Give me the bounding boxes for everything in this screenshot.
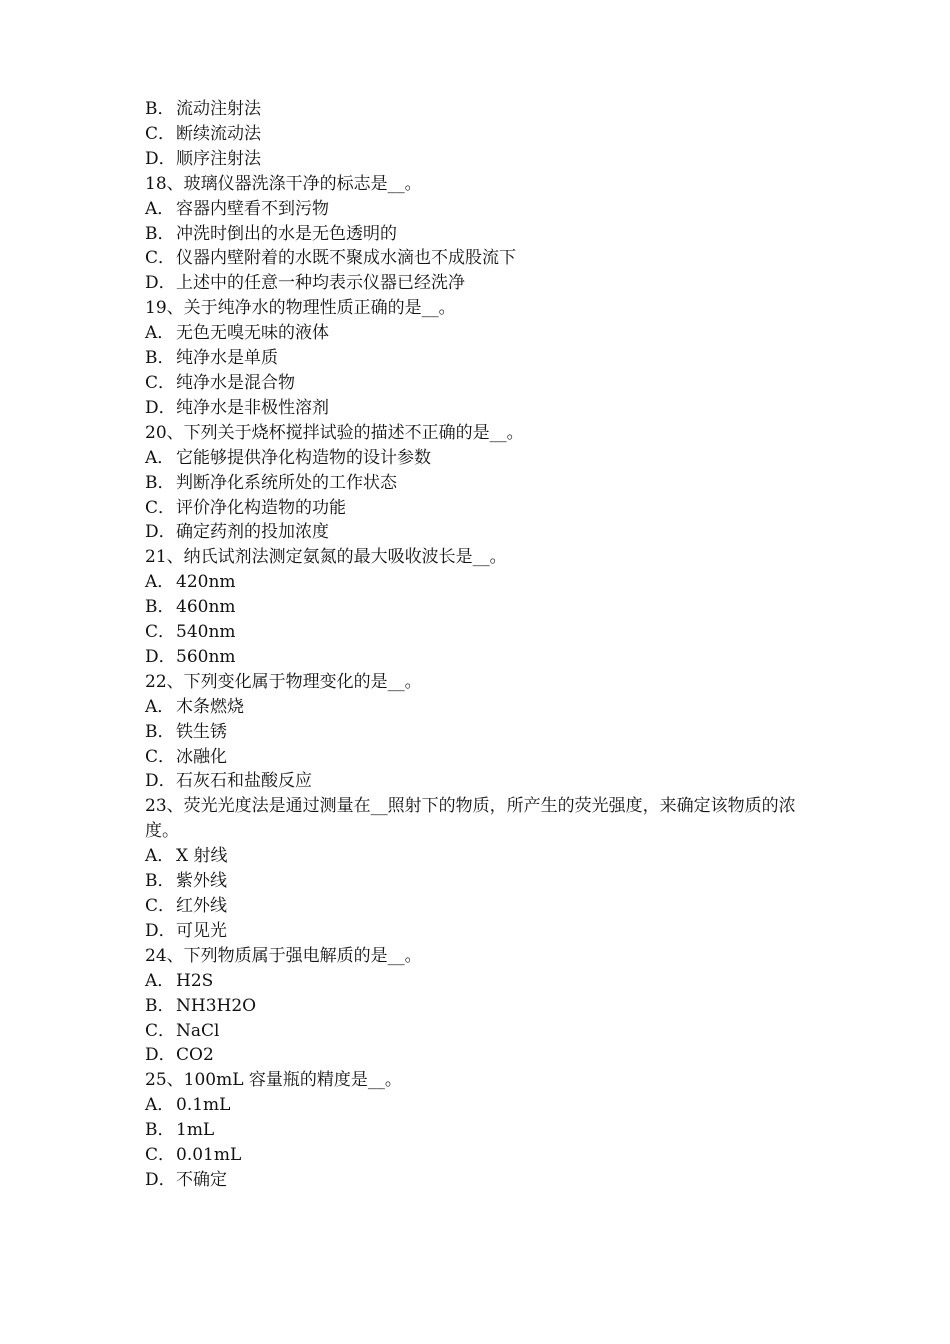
- option-letter: A．: [145, 1095, 175, 1116]
- option-letter: C．: [145, 622, 176, 643]
- option-text: NH3H2O: [176, 995, 257, 1016]
- option-letter: C．: [145, 746, 176, 767]
- option-text: 无色无嗅无味的液体: [176, 323, 329, 344]
- option-text: 冲洗时倒出的水是无色透明的: [176, 223, 397, 244]
- option-letter: B．: [145, 995, 175, 1016]
- option-text: 不确定: [176, 1169, 227, 1190]
- option-letter: B．: [145, 348, 175, 369]
- answer-option: [145, 1118, 825, 1143]
- question-text: 18、玻璃仪器洗涤干净的标志是__。: [145, 173, 422, 194]
- answer-option: [145, 97, 825, 122]
- answer-option: [145, 1168, 825, 1193]
- question-text: 24、下列物质属于强电解质的是__。: [145, 945, 422, 966]
- option-letter: A．: [145, 696, 175, 717]
- option-text: 仪器内壁附着的水既不聚成水滴也不成股流下: [176, 248, 516, 269]
- option-letter: A．: [145, 970, 175, 991]
- question-text: 22、下列变化属于物理变化的是__。: [145, 671, 422, 692]
- option-text: 0.01mL: [176, 1145, 242, 1166]
- answer-option: [145, 147, 825, 172]
- option-letter: C．: [145, 248, 176, 269]
- option-text: 木条燃烧: [176, 696, 244, 717]
- option-letter: A．: [145, 572, 175, 593]
- answer-option: [145, 1093, 825, 1118]
- answer-option: [145, 222, 825, 247]
- option-text: 540nm: [176, 622, 236, 643]
- question-text: 20、下列关于烧杯搅拌试验的描述不正确的是__。: [145, 422, 524, 443]
- option-text: 420nm: [176, 572, 236, 593]
- answer-option: [145, 122, 825, 147]
- option-text: 纯净水是混合物: [176, 372, 295, 393]
- answer-option: [145, 894, 825, 919]
- option-letter: B．: [145, 472, 175, 493]
- option-letter: A．: [145, 846, 175, 867]
- option-text: X 射线: [176, 846, 228, 867]
- option-text: H2S: [176, 970, 214, 991]
- option-text: 可见光: [176, 920, 227, 941]
- option-letter: D．: [145, 1045, 176, 1066]
- answer-option: [145, 346, 825, 371]
- option-text: 容器内壁看不到污物: [176, 198, 329, 219]
- option-letter: C．: [145, 497, 176, 518]
- option-text: 顺序注射法: [176, 148, 261, 169]
- answer-option: [145, 446, 825, 471]
- option-letter: B．: [145, 597, 175, 618]
- option-letter: D．: [145, 920, 176, 941]
- option-letter: C．: [145, 1020, 176, 1041]
- option-text: 评价净化构造物的功能: [176, 497, 346, 518]
- answer-option: [145, 844, 825, 869]
- answer-option: [145, 720, 825, 745]
- option-text: 上述中的任意一种均表示仪器已经洗净: [176, 273, 465, 294]
- answer-option: [145, 496, 825, 521]
- option-text: 铁生锈: [176, 721, 227, 742]
- option-text: 它能够提供净化构造物的设计参数: [176, 447, 431, 468]
- option-letter: B．: [145, 99, 175, 119]
- option-letter: B．: [145, 223, 175, 244]
- option-text: NaCl: [176, 1020, 220, 1041]
- answer-option: [145, 620, 825, 645]
- option-text: 紫外线: [176, 871, 227, 892]
- option-text: 红外线: [176, 896, 227, 916]
- question-text: 23、荧光光度法是通过测量在__照射下的物质，所产生的荧光强度，来确定该物质的浓度。: [145, 796, 796, 842]
- option-text: 石灰石和盐酸反应: [176, 771, 312, 792]
- option-letter: B．: [145, 1120, 175, 1141]
- answer-option: [145, 396, 825, 421]
- option-text: 冰融化: [176, 746, 227, 767]
- option-text: 流动注射法: [176, 99, 261, 119]
- answer-option: [145, 1043, 825, 1068]
- answer-option: [145, 471, 825, 496]
- answer-option: [145, 769, 825, 794]
- option-text: 460nm: [176, 597, 236, 618]
- option-text: 纯净水是单质: [176, 348, 278, 369]
- option-letter: C．: [145, 123, 176, 144]
- answer-option: [145, 197, 825, 222]
- answer-option: [145, 246, 825, 271]
- option-text: 断续流动法: [176, 123, 261, 144]
- answer-option: [145, 520, 825, 545]
- answer-option: [145, 869, 825, 894]
- answer-option: [145, 919, 825, 944]
- option-letter: D．: [145, 1169, 176, 1190]
- answer-option: [145, 695, 825, 720]
- option-letter: D．: [145, 522, 176, 543]
- option-text: 判断净化系统所处的工作状态: [176, 472, 397, 493]
- answer-option: [145, 969, 825, 994]
- answer-option: [145, 745, 825, 770]
- answer-option: [145, 1019, 825, 1044]
- answer-option: [145, 321, 825, 346]
- option-text: 1mL: [176, 1120, 215, 1141]
- question-text: 25、100mL 容量瓶的精度是__。: [145, 1070, 402, 1091]
- option-text: 确定药剂的投加浓度: [176, 522, 329, 543]
- answer-option: [145, 1143, 825, 1168]
- option-text: 0.1mL: [176, 1095, 231, 1116]
- answer-option: [145, 570, 825, 595]
- option-text: 纯净水是非极性溶剂: [176, 397, 329, 418]
- option-letter: B．: [145, 721, 175, 742]
- answer-option: [145, 645, 825, 670]
- answer-option: [145, 994, 825, 1019]
- option-letter: B．: [145, 871, 175, 892]
- option-letter: D．: [145, 771, 176, 792]
- answer-option: [145, 595, 825, 620]
- option-letter: A．: [145, 198, 175, 219]
- option-letter: C．: [145, 372, 176, 393]
- document-body: [145, 97, 825, 1193]
- answer-option: [145, 371, 825, 396]
- question-text: 19、关于纯净水的物理性质正确的是__。: [145, 298, 456, 319]
- option-letter: C．: [145, 896, 176, 916]
- answer-option: [145, 271, 825, 296]
- option-letter: D．: [145, 397, 176, 418]
- option-letter: D．: [145, 148, 176, 169]
- option-letter: A．: [145, 447, 175, 468]
- option-letter: A．: [145, 323, 175, 344]
- option-text: CO2: [176, 1045, 214, 1066]
- option-letter: C．: [145, 1145, 176, 1166]
- option-letter: D．: [145, 273, 176, 294]
- question-text: 21、纳氏试剂法测定氨氮的最大吸收波长是__。: [145, 547, 507, 568]
- option-text: 560nm: [176, 646, 236, 667]
- option-letter: D．: [145, 646, 176, 667]
